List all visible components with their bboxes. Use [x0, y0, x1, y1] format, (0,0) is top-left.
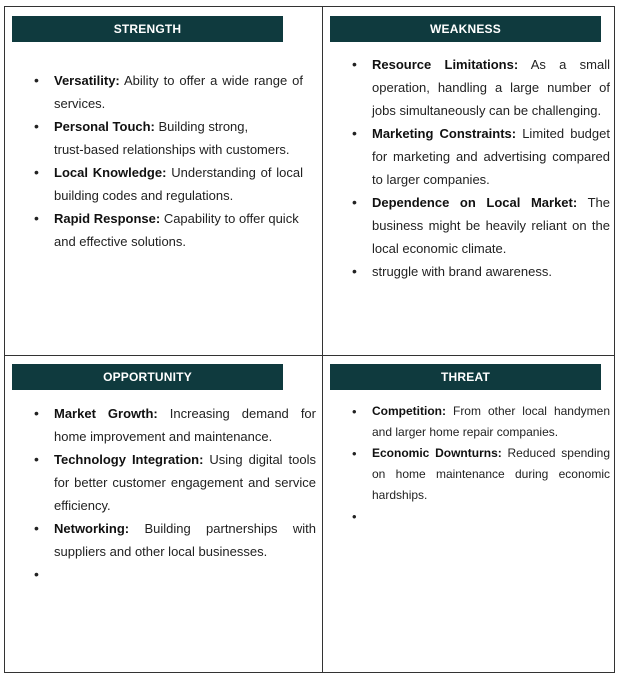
threat-cell	[323, 356, 615, 672]
list-item: • Personal Touch: Building strong, trust-based relationships with customers.	[34, 118, 290, 157]
strength-cell	[5, 7, 322, 355]
list-item: • Technology Integration: Using digital tools for better customer engagement and service efficiency.	[34, 451, 316, 513]
threat-header: THREAT	[330, 364, 601, 390]
strength-list	[34, 69, 303, 253]
list-item: • struggle with brand awareness.	[352, 263, 552, 279]
item-term: Resource Limitations:	[372, 57, 519, 72]
item-text: trust-based relationships with customers.	[54, 142, 290, 157]
list-item: • Versatility: Ability to offer a wide range of services.	[34, 72, 303, 111]
strength-header: STRENGTH	[12, 16, 283, 42]
item-term: Marketing Constraints:	[372, 126, 517, 141]
item-term: Market Growth:	[54, 406, 158, 421]
opportunity-list	[34, 402, 316, 586]
item-text: struggle with brand awareness.	[372, 264, 552, 279]
item-text: Understanding of local building codes and regulations.	[54, 165, 303, 203]
item-text: The business might be heavily reliant on the local economic climate.	[372, 195, 610, 256]
opportunity-cell	[5, 356, 322, 672]
item-text: Reduced spending on home maintenance during economic hardships.	[372, 446, 610, 502]
weakness-list	[352, 53, 610, 283]
item-term: Dependence on Local Market:	[372, 195, 578, 210]
list-item: • Rapid Response: Capability to offer quick and effective solutions.	[34, 210, 299, 249]
list-item: • Market Growth: Increasing demand for home improvement and maintenance.	[34, 405, 316, 444]
weakness-header: WEAKNESS	[330, 16, 601, 42]
item-text: Ability to offer a wide range of services.	[54, 73, 303, 111]
list-item: • Local Knowledge: Understanding of local building codes and regulations.	[34, 164, 303, 203]
opportunity-header: OPPORTUNITY	[12, 364, 283, 390]
list-item: • Dependence on Local Market: The business might be heavily reliant on the local economic climate.	[352, 194, 610, 256]
item-text: Capability to offer quick and effective solutions.	[54, 211, 299, 249]
list-item: • Economic Downturns: Reduced spending on home maintenance during economic hardships.	[352, 446, 610, 502]
list-item: • Networking: Building partnerships with suppliers and other local businesses.	[34, 520, 316, 559]
list-item: •	[352, 509, 357, 524]
item-text: Increasing demand for home improvement and maintenance.	[54, 406, 316, 444]
item-text: Limited budget for marketing and advertising compared to larger companies.	[372, 126, 610, 187]
item-text: As a small operation, handling a large number of jobs simultaneously can be challenging.	[372, 57, 610, 118]
list-item: •	[34, 566, 39, 582]
item-text: Using digital tools for better customer engagement and service efficiency.	[54, 452, 316, 513]
item-text: From other local handymen and larger home repair companies.	[372, 404, 610, 439]
item-term: Versatility:	[54, 73, 120, 88]
item-term: Rapid Response:	[54, 211, 161, 226]
item-term: Personal Touch:	[54, 119, 155, 134]
swot-table	[4, 6, 615, 673]
list-item: • Competition: From other local handymen and larger home repair companies.	[352, 404, 610, 439]
item-term: Competition:	[372, 404, 446, 418]
list-item: • Marketing Constraints: Limited budget for marketing and advertising compared to larger companies.	[352, 125, 610, 187]
item-text: Building strong,	[158, 119, 249, 134]
list-item: • Resource Limitations: As a small operation, handling a large number of jobs simultaneously can be challenging.	[352, 56, 610, 118]
weakness-cell	[323, 7, 615, 355]
item-term: Local Knowledge:	[54, 165, 167, 180]
item-term: Economic Downturns:	[372, 446, 502, 460]
item-term: Networking:	[54, 521, 130, 536]
item-term: Technology Integration:	[54, 452, 204, 467]
threat-list	[352, 401, 610, 527]
item-text: Building partnerships with suppliers and other local businesses.	[54, 521, 316, 559]
